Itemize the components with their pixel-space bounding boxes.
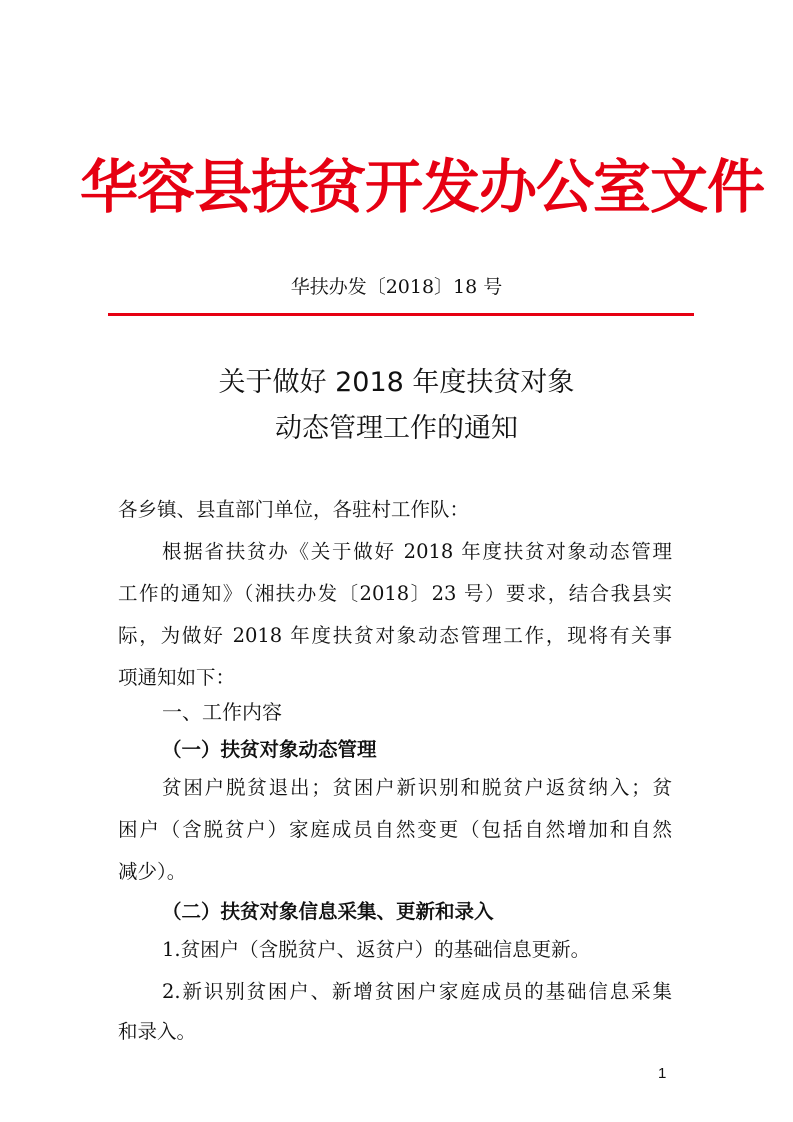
subsection-1-line: 减少）。 (118, 860, 187, 883)
paragraph-1-line: 项通知如下： (118, 666, 236, 689)
notice-title-line-1: 关于做好 2018 年度扶贫对象 (218, 367, 575, 398)
list-item-2-line: 2.新识别贫困户、新增贫困户家庭成员的基础信息采集 (162, 980, 672, 1003)
issuing-office-title: 华容县扶贫开发办公室文件 (80, 153, 765, 221)
subsection-1-line: 贫困户脱贫退出；贫困户新识别和脱贫户返贫纳入；贫 (162, 776, 672, 799)
paragraph-1-line: 根据省扶贫办《关于做好 2018 年度扶贫对象动态管理 (162, 540, 672, 563)
list-item-2-line: 和录入。 (118, 1020, 197, 1043)
salutation: 各乡镇、县直部门单位，各驻村工作队： (118, 498, 470, 521)
section-1-heading: 一、工作内容 (162, 700, 282, 724)
subsection-1-line: 困户（含脱贫户）家庭成员自然变更（包括自然增加和自然 (118, 818, 672, 841)
subsection-1-heading: （一）扶贫对象动态管理 (162, 738, 377, 761)
list-item-1: 1.贫困户（含脱贫户、返贫户）的基础信息更新。 (162, 938, 591, 961)
notice-title-line-2: 动态管理工作的通知 (275, 413, 518, 444)
document-number: 华扶办发〔2018〕18 号 (290, 276, 503, 298)
subsection-2-heading: （二）扶贫对象信息采集、更新和录入 (162, 900, 494, 923)
page-number: 1 (658, 1065, 667, 1082)
header-red-rule (108, 313, 694, 316)
paragraph-1-line: 际，为做好 2018 年度扶贫对象动态管理工作，现将有关事 (118, 624, 672, 647)
paragraph-1-line: 工作的通知》（湘扶办发〔2018〕23 号）要求，结合我县实 (118, 582, 672, 605)
